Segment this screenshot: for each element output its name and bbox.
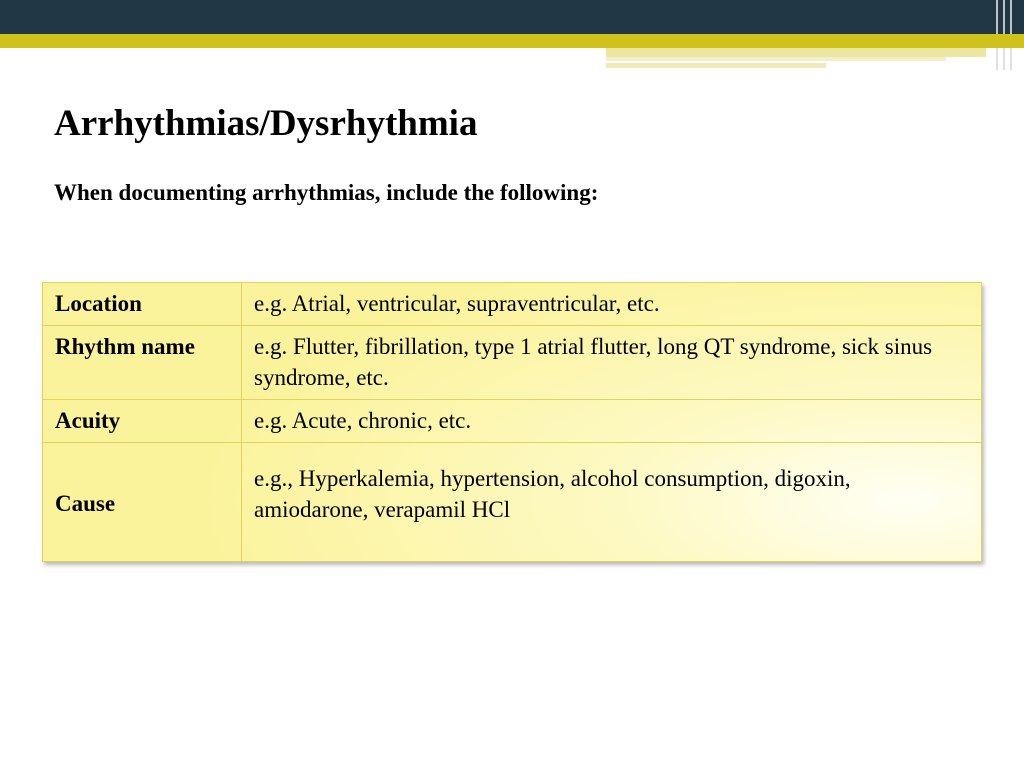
row-value: e.g. Flutter, fibrillation, type 1 atrial flutter, long QT syndrome, sick sinus syndrome, etc. [242, 326, 982, 400]
header-bar [0, 0, 1024, 34]
slide-title: Arrhythmias/Dysrhythmia [54, 103, 478, 144]
row-label: Cause [43, 443, 242, 562]
row-label: Rhythm name [43, 326, 242, 400]
documentation-table [42, 282, 982, 562]
table-row [43, 400, 982, 443]
table-row [43, 326, 982, 400]
header-accent-line [606, 48, 986, 57]
row-label: Location [43, 283, 242, 326]
slide-subtitle: When documenting arrhythmias, include the following: [54, 180, 599, 205]
header-accent-line [606, 57, 946, 61]
row-value: e.g. Atrial, ventricular, supraventricular, etc. [242, 283, 982, 326]
row-value: e.g. Acute, chronic, etc. [242, 400, 982, 443]
header-accent-line [606, 63, 826, 68]
table-row [43, 283, 982, 326]
row-label: Acuity [43, 400, 242, 443]
table-row [43, 443, 982, 562]
header-accent-bar [0, 34, 1024, 48]
row-value: e.g., Hyperkalemia, hypertension, alcohol consumption, digoxin, amiodarone, verapamil HCl [242, 443, 982, 562]
